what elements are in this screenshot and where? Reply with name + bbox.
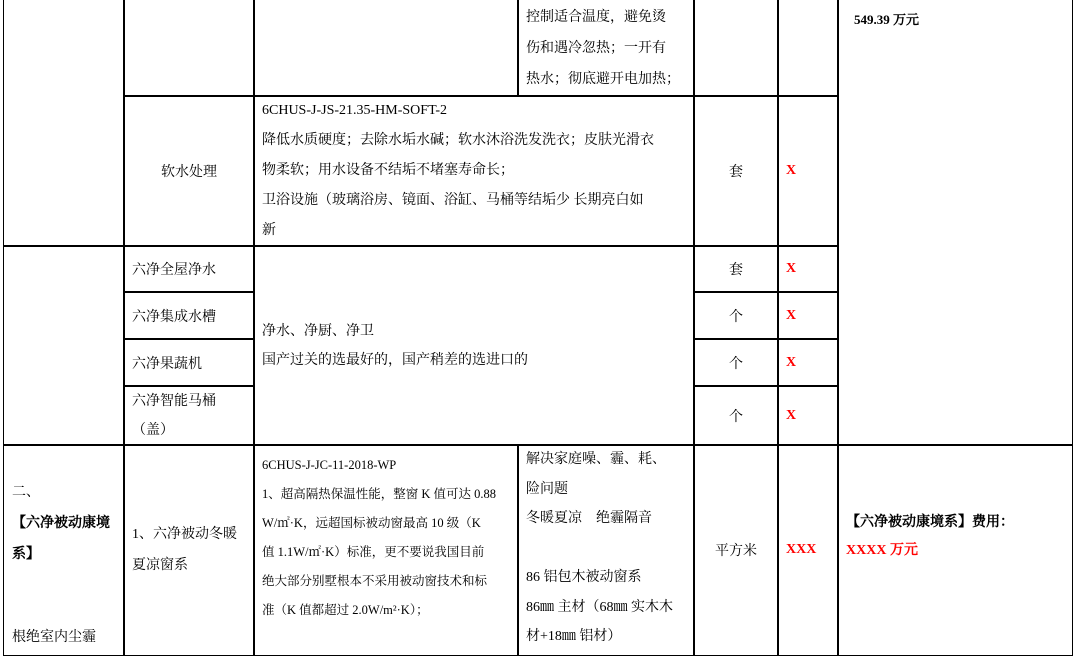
text-line: 新 [262,223,276,238]
cell-qty-softener [777,95,839,247]
text-line: 解决家庭噪、霾、耗、 [526,452,666,467]
cell-category-section2 [3,444,125,656]
total-cost: 549.39 万元 [854,12,920,27]
text-line: 降低水质硬度；去除水垢水碱；软水沐浴洗发洗衣；皮肤光滑衣 [262,133,654,148]
unit: 个 [729,356,743,372]
cell-unit-window [693,444,779,656]
model-code: 6CHUS-J-JC-11-2018-WP [262,458,397,472]
cell-unit-2 [693,338,779,387]
cell-item-window [123,444,255,656]
cell-item-1 [123,291,255,340]
cell-item-softener [123,95,255,247]
cell-category-prev [3,0,125,247]
text-line: 国产过关的选最好的，国产稍差的选进口的 [262,352,528,368]
item-name: 六净智能马桶（盖） [132,393,216,438]
unit: 平方米 [715,544,757,559]
cell-qty-2 [777,338,839,387]
text-line: 伤和遇冷忽热；一开有 [526,41,666,56]
cost-value: XXXX 万元 [846,543,918,558]
section-number: 二、 [12,485,40,500]
section-subtitle: 根绝室内尘霾 [12,630,96,645]
cell-unit-prev [693,0,779,97]
item-name: 六净集成水槽 [132,309,216,325]
qty: X [786,261,797,276]
text-line: W/㎡·K，远超国标被动窗最高 10 级（K [262,516,481,530]
unit: 个 [729,309,743,325]
cell-qty-3 [777,385,839,446]
cell-qty-window [777,444,839,656]
cell-unit-0 [693,245,779,293]
cell-qty-0 [777,245,839,293]
cell-spec-prev [253,0,519,97]
text-line: 准（K 值都超过 2.0W/m²·K）； [262,603,429,617]
text-line: 险问题 [526,481,568,497]
section-title: 【六净被动康境系】 [12,516,110,562]
cell-unit-3 [693,385,779,446]
item-name: 1、六净被动冬暖夏凉窗系 [132,527,237,573]
text-line: 1、超高隔热保温性能，整窗 K 值可达 0.88 [262,487,497,501]
cell-unit-softener [693,95,779,247]
text-line: 冬暖夏凉 绝霾隔音 [526,511,652,526]
cell-desc-six-clean [253,245,695,446]
text-line: 卫浴设施（玻璃浴房、镜面、浴缸、马桶等结垢少 长期亮白如 [262,193,644,208]
qty: X [786,163,797,178]
text-line: 86㎜ 主材（68㎜ 实木木 [526,599,673,615]
cell-benefit-window [517,444,695,656]
text-line: 净水、净厨、净卫 [262,323,374,339]
text-line: 热水；彻底避开电加热； [526,72,680,87]
cell-qty-prev [777,0,839,97]
cell-cost-section2 [837,444,1073,656]
cost-label: 【六净被动康境系】费用： [846,515,1014,530]
cell-item-prev [123,0,255,97]
text-line: 86 铝包木被动窗系 [526,570,642,585]
cell-item-0 [123,245,255,293]
item-name: 六净果蔬机 [132,356,202,372]
item-name: 六净全屋净水 [132,263,216,278]
cell-unit-1 [693,291,779,340]
cell-qty-1 [777,291,839,340]
qty: XXX [786,542,817,557]
text-line: 绝大部分别墅根本不采用被动窗技术和标 [262,574,488,588]
text-line: 物柔软；用水设备不结垢不堵塞寿命长； [262,163,514,178]
cell-spec-window [253,444,519,656]
cell-category-six-clean [3,245,125,446]
cell-item-2 [123,338,255,387]
unit: 个 [729,409,743,425]
text-line [526,534,686,564]
text-line: 材+18㎜ 铝材） [526,629,622,644]
item-name: 软水处理 [161,165,217,180]
qty: X [786,307,797,323]
cell-desc-softener [253,95,695,247]
qty: X [786,407,797,423]
model-code: 6CHUS-J-JS-21.35-HM-SOFT-2 [262,103,448,118]
cell-item-3 [123,385,255,446]
text-line: 值 1.1W/㎡·K）标准，更不要说我国目前 [262,545,485,559]
text-line: 控制适合温度，避免烫 [526,10,666,25]
unit: 套 [729,263,743,278]
qty: X [786,354,797,370]
cell-total-prev [837,0,1073,446]
cell-benefit-prev [517,0,695,97]
unit: 套 [729,165,743,180]
